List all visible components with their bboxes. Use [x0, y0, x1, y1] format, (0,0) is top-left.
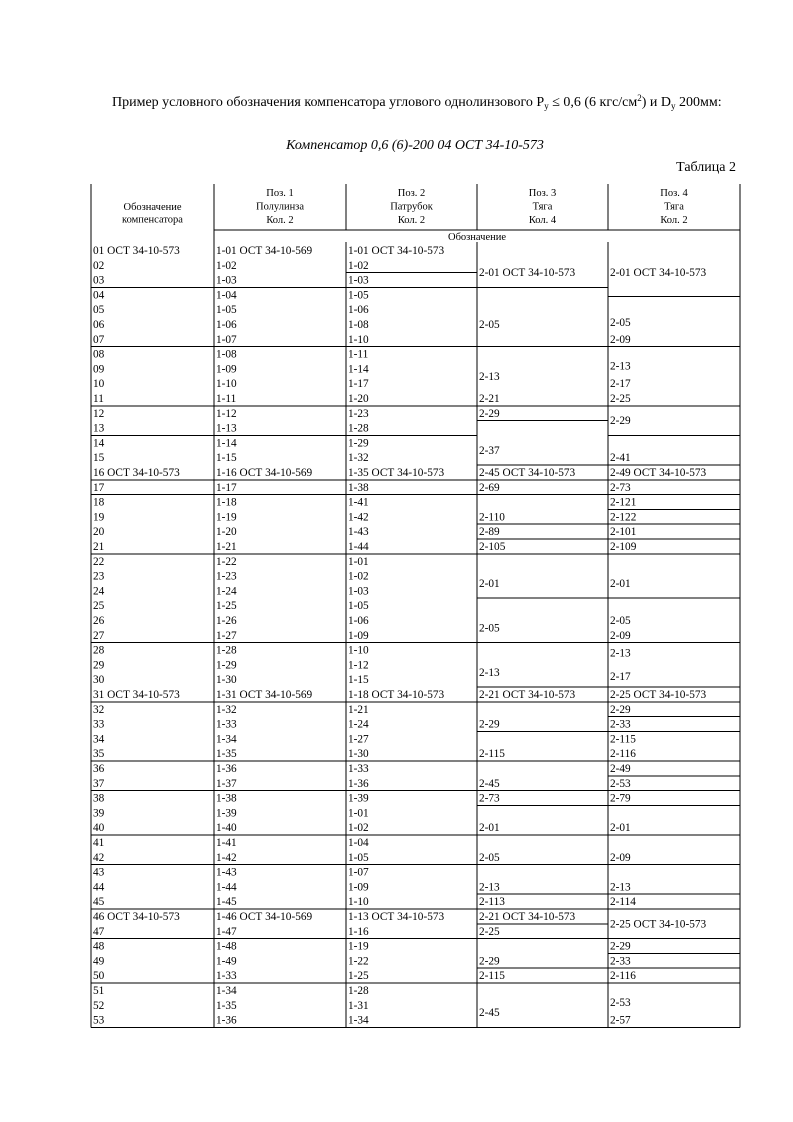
cell-half-lens: 1-17 — [216, 481, 237, 494]
cell-designation: 30 — [93, 674, 105, 687]
cell-pipe: 1-41 — [348, 496, 369, 509]
cell-designation: 13 — [93, 422, 105, 435]
cell-rod-pos4: 2-53 — [610, 996, 631, 1009]
cell-rod-pos4: 2-73 — [610, 481, 631, 494]
cell-half-lens: 1-10 — [216, 378, 237, 391]
header-pos-3: Тяга — [532, 201, 553, 213]
cell-pipe: 1-36 — [348, 777, 369, 790]
header-pos-3: Кол. 4 — [528, 215, 557, 226]
cell-pipe: 1-38 — [348, 481, 369, 494]
cell-rod-pos4: 2-09 — [610, 333, 631, 346]
cell-designation: 51 — [93, 985, 105, 997]
cell-rod-pos4: 2-49 — [610, 763, 631, 775]
header-pos-1: Поз. 1 — [266, 188, 294, 199]
cell-pipe: 1-15 — [348, 674, 369, 687]
cell-designation: 41 — [93, 837, 105, 849]
cell-half-lens: 1-40 — [216, 822, 237, 835]
cell-pipe: 1-01 — [348, 555, 369, 568]
cell-half-lens: 1-23 — [216, 570, 237, 583]
cell-designation: 15 — [93, 452, 105, 465]
cell-half-lens: 1-03 — [216, 274, 237, 287]
cell-designation: 04 — [93, 289, 105, 302]
cell-pipe: 1-10 — [348, 896, 369, 909]
cell-rod-pos4: 2-01 — [610, 822, 631, 835]
cell-rod-pos4: 2-29 — [610, 703, 631, 716]
cell-designation: 50 — [93, 970, 105, 983]
cell-designation: 01 ОСТ 34-10-573 — [93, 245, 180, 257]
cell-pipe: 1-10 — [348, 333, 369, 346]
cell-rod-pos4: 2-53 — [610, 777, 631, 790]
cell-rod-pos4: 2-25 ОСТ 34-10-573 — [610, 918, 707, 931]
cell-rod-pos3: 2-45 — [479, 777, 500, 790]
header-pos-2: Кол. 2 — [397, 215, 426, 226]
designation-example: Компенсатор 0,6 (6)-200 04 ОСТ 34-10-573 — [286, 138, 544, 153]
cell-designation: 03 — [93, 274, 105, 287]
cell-designation: 10 — [93, 378, 105, 391]
cell-rod-pos4: 2-29 — [610, 940, 631, 953]
cell-designation: 11 — [93, 393, 104, 405]
cell-half-lens: 1-33 — [216, 970, 237, 983]
cell-rod-pos4: 2-01 ОСТ 34-10-573 — [610, 267, 707, 280]
cell-pipe: 1-44 — [348, 541, 369, 553]
cell-rod-pos4: 2-13 — [610, 360, 631, 373]
cell-rod-pos3: 2-05 — [479, 622, 500, 635]
header-pos-4: Тяга — [664, 201, 684, 213]
cell-pipe: 1-12 — [348, 659, 369, 672]
cell-pipe: 1-05 — [348, 851, 369, 864]
cell-pipe: 1-19 — [348, 940, 369, 953]
cell-rod-pos3: 2-73 — [479, 792, 500, 805]
cell-designation: 08 — [93, 348, 105, 361]
cell-rod-pos4: 2-57 — [610, 1014, 631, 1027]
cell-designation: 27 — [93, 629, 105, 642]
cell-rod-pos4: 2-29 — [610, 415, 631, 428]
cell-half-lens: 1-16 ОСТ 34-10-569 — [216, 467, 313, 479]
cell-rod-pos3: 2-01 — [479, 822, 500, 835]
cell-rod-pos3: 2-115 — [479, 748, 505, 761]
cell-rod-pos4: 2-116 — [610, 748, 636, 761]
cell-designation: 28 — [93, 644, 105, 657]
intro-text-1: Пример условного обозначения компенсатора углового однолинзового P — [112, 95, 545, 110]
cell-designation: 39 — [93, 807, 105, 820]
cell-half-lens: 1-25 — [216, 600, 237, 613]
cell-designation: 31 ОСТ 34-10-573 — [93, 689, 180, 701]
cell-rod-pos4: 2-13 — [610, 881, 631, 894]
cell-half-lens: 1-30 — [216, 674, 237, 687]
cell-pipe: 1-06 — [348, 615, 369, 627]
cell-pipe: 1-35 ОСТ 34-10-573 — [348, 467, 445, 479]
header-designation: Обозначение — [123, 202, 182, 213]
cell-rod-pos4: 2-01 — [610, 578, 631, 590]
cell-pipe: 1-43 — [348, 526, 369, 539]
cell-designation: 32 — [93, 703, 105, 716]
cell-designation: 17 — [93, 481, 105, 494]
cell-pipe: 1-34 — [348, 1014, 369, 1027]
cell-half-lens: 1-09 — [216, 363, 237, 376]
subheader-designation: Обозначение — [447, 232, 507, 243]
header-designation: компенсатора — [122, 214, 183, 226]
cell-designation: 49 — [93, 955, 105, 968]
cell-pipe: 1-09 — [348, 881, 369, 894]
cell-designation: 29 — [93, 659, 105, 672]
cell-pipe: 1-17 — [348, 378, 369, 391]
cell-half-lens: 1-04 — [216, 289, 237, 302]
cell-half-lens: 1-01 ОСТ 34-10-569 — [216, 245, 313, 257]
cell-half-lens: 1-20 — [216, 526, 237, 539]
cell-rod-pos3: 2-13 — [479, 370, 500, 383]
cell-pipe: 1-02 — [348, 570, 369, 583]
header-pos-4: Поз. 4 — [660, 188, 688, 199]
cell-rod-pos3: 2-115 — [479, 970, 505, 983]
cell-rod-pos4: 2-115 — [610, 733, 636, 746]
cell-pipe: 1-01 ОСТ 34-10-573 — [348, 245, 445, 257]
cell-pipe: 1-16 — [348, 925, 369, 938]
cell-half-lens: 1-35 — [216, 999, 237, 1012]
cell-rod-pos3: 2-69 — [479, 481, 500, 494]
cell-designation: 07 — [93, 333, 105, 346]
cell-rod-pos3: 2-05 — [479, 319, 500, 331]
cell-pipe: 1-42 — [348, 511, 369, 524]
cell-half-lens: 1-37 — [216, 777, 237, 790]
intro-text-4: 200мм: — [675, 95, 722, 110]
cell-half-lens: 1-35 — [216, 748, 237, 761]
intro-text-3: ) и D — [641, 95, 672, 110]
cell-half-lens: 1-42 — [216, 851, 237, 864]
cell-pipe: 1-10 — [348, 644, 369, 657]
cell-designation: 20 — [93, 526, 105, 539]
cell-pipe: 1-14 — [348, 363, 369, 376]
cell-designation: 37 — [93, 777, 105, 790]
cell-half-lens: 1-36 — [216, 1014, 237, 1027]
cell-designation: 23 — [93, 570, 105, 583]
cell-half-lens: 1-41 — [216, 837, 237, 849]
cell-half-lens: 1-31 ОСТ 34-10-569 — [216, 689, 313, 701]
cell-designation: 18 — [93, 496, 105, 509]
cell-half-lens: 1-11 — [216, 393, 237, 405]
cell-rod-pos4: 2-05 — [610, 316, 631, 329]
cell-half-lens: 1-13 — [216, 422, 237, 435]
cell-pipe: 1-02 — [348, 259, 369, 272]
cell-half-lens: 1-08 — [216, 348, 237, 361]
cell-pipe: 1-13 ОСТ 34-10-573 — [348, 911, 445, 923]
cell-pipe: 1-30 — [348, 748, 369, 761]
cell-half-lens: 1-39 — [216, 807, 237, 820]
cell-designation: 33 — [93, 718, 105, 731]
cell-pipe: 1-08 — [348, 319, 369, 331]
cell-pipe: 1-07 — [348, 866, 369, 879]
cell-rod-pos4: 2-25 — [610, 393, 631, 405]
cell-designation: 43 — [93, 866, 105, 879]
header-pos-2: Поз. 2 — [397, 188, 426, 199]
cell-designation: 46 ОСТ 34-10-573 — [93, 911, 180, 923]
cell-rod-pos3: 2-29 — [479, 718, 500, 731]
cell-designation: 34 — [93, 733, 105, 746]
cell-half-lens: 1-38 — [216, 792, 237, 805]
cell-designation: 47 — [93, 925, 105, 938]
cell-designation: 06 — [93, 319, 105, 331]
cell-rod-pos4: 2-101 — [610, 526, 637, 539]
cell-designation: 48 — [93, 940, 105, 953]
cell-half-lens: 1-06 — [216, 319, 237, 331]
cell-half-lens: 1-26 — [216, 615, 237, 627]
cell-designation: 19 — [93, 511, 105, 524]
cell-rod-pos4: 2-41 — [610, 452, 631, 465]
cell-half-lens: 1-29 — [216, 659, 237, 672]
cell-rod-pos3: 2-25 — [479, 925, 500, 938]
cell-designation: 45 — [93, 896, 105, 909]
cell-pipe: 1-09 — [348, 629, 369, 642]
cell-rod-pos4: 2-17 — [610, 671, 631, 684]
header-pos-1: Полулинза — [255, 201, 305, 213]
cell-rod-pos4: 2-116 — [610, 970, 636, 983]
cell-rod-pos4: 2-109 — [610, 541, 637, 553]
cell-pipe: 1-20 — [348, 393, 369, 405]
cell-pipe: 1-25 — [348, 970, 369, 983]
cell-rod-pos3: 2-05 — [479, 851, 500, 864]
cell-designation: 12 — [93, 407, 105, 420]
cell-half-lens: 1-15 — [216, 452, 237, 465]
d-subscript: y — [671, 101, 676, 111]
cell-half-lens: 1-48 — [216, 940, 237, 953]
cell-rod-pos3: 2-21 ОСТ 34-10-573 — [479, 911, 576, 923]
cell-half-lens: 1-46 ОСТ 34-10-569 — [216, 911, 313, 923]
cell-half-lens: 1-12 — [216, 407, 237, 420]
cell-designation: 05 — [93, 304, 105, 317]
cell-half-lens: 1-34 — [216, 985, 237, 997]
cell-half-lens: 1-28 — [216, 644, 237, 657]
cell-half-lens: 1-24 — [216, 585, 237, 598]
cell-rod-pos4: 2-114 — [610, 896, 636, 909]
cell-half-lens: 1-43 — [216, 866, 237, 879]
cell-rod-pos3: 2-37 — [479, 444, 500, 457]
cell-pipe: 1-29 — [348, 437, 369, 450]
cell-pipe: 1-32 — [348, 452, 369, 465]
cell-pipe: 1-33 — [348, 763, 369, 775]
header-pos-2: Патрубок — [390, 201, 433, 213]
cell-half-lens: 1-36 — [216, 763, 237, 775]
cell-designation: 22 — [93, 555, 105, 568]
cell-rod-pos4: 2-09 — [610, 629, 631, 642]
cell-pipe: 1-04 — [348, 837, 369, 849]
p-subscript: y — [544, 101, 549, 111]
cell-rod-pos3: 2-01 ОСТ 34-10-573 — [479, 267, 576, 280]
unit-superscript: 2 — [637, 93, 642, 103]
cell-rod-pos4: 2-79 — [610, 792, 631, 805]
cell-pipe: 1-24 — [348, 718, 369, 731]
cell-designation: 40 — [93, 822, 105, 835]
cell-pipe: 1-03 — [348, 585, 369, 598]
cell-rod-pos4: 2-121 — [610, 496, 637, 509]
cell-designation: 38 — [93, 792, 105, 805]
cell-rod-pos3: 2-110 — [479, 511, 505, 524]
cell-pipe: 1-28 — [348, 985, 369, 997]
header-pos-3: Поз. 3 — [528, 188, 557, 199]
cell-half-lens: 1-27 — [216, 629, 237, 642]
cell-half-lens: 1-21 — [216, 541, 237, 553]
cell-half-lens: 1-44 — [216, 881, 237, 894]
cell-pipe: 1-01 — [348, 807, 369, 820]
table-label: Таблица 2 — [676, 160, 736, 175]
cell-rod-pos3: 2-105 — [479, 541, 506, 553]
cell-pipe: 1-28 — [348, 422, 369, 435]
cell-rod-pos4: 2-17 — [610, 378, 631, 391]
cell-pipe: 1-22 — [348, 955, 369, 968]
cell-rod-pos4: 2-33 — [610, 718, 631, 731]
cell-rod-pos3: 2-113 — [479, 896, 505, 909]
cell-rod-pos3: 2-13 — [479, 666, 500, 679]
cell-pipe: 1-03 — [348, 274, 369, 287]
cell-half-lens: 1-18 — [216, 496, 237, 509]
cell-half-lens: 1-45 — [216, 896, 237, 909]
cell-half-lens: 1-07 — [216, 333, 237, 346]
cell-rod-pos4: 2-13 — [610, 647, 631, 660]
header-pos-4: Кол. 2 — [660, 215, 688, 226]
cell-pipe: 1-05 — [348, 600, 369, 613]
cell-designation: 24 — [93, 585, 105, 598]
cell-half-lens: 1-32 — [216, 703, 237, 716]
cell-pipe: 1-11 — [348, 348, 369, 361]
cell-rod-pos3: 2-45 ОСТ 34-10-573 — [479, 467, 576, 479]
cell-half-lens: 1-05 — [216, 304, 237, 317]
header-pos-1: Кол. 2 — [266, 215, 294, 226]
cell-pipe: 1-06 — [348, 304, 369, 317]
cell-pipe: 1-05 — [348, 289, 369, 302]
cell-designation: 26 — [93, 615, 105, 627]
cell-rod-pos3: 2-29 — [479, 407, 500, 420]
cell-rod-pos4: 2-09 — [610, 851, 631, 864]
cell-rod-pos3: 2-29 — [479, 955, 500, 968]
cell-rod-pos3: 2-21 — [479, 393, 500, 405]
cell-rod-pos3: 2-45 — [479, 1007, 500, 1020]
cell-half-lens: 1-22 — [216, 555, 237, 568]
cell-rod-pos3: 2-21 ОСТ 34-10-573 — [479, 689, 576, 701]
cell-pipe: 1-21 — [348, 703, 369, 716]
cell-pipe: 1-23 — [348, 407, 369, 420]
cell-designation: 21 — [93, 541, 105, 553]
cell-rod-pos4: 2-25 ОСТ 34-10-573 — [610, 689, 707, 701]
cell-designation: 44 — [93, 881, 105, 894]
cell-designation: 42 — [93, 851, 105, 864]
cell-designation: 35 — [93, 748, 105, 761]
cell-pipe: 1-02 — [348, 822, 369, 835]
cell-designation: 02 — [93, 259, 105, 272]
cell-half-lens: 1-14 — [216, 437, 237, 450]
cell-designation: 36 — [93, 763, 105, 775]
intro-text-2: ≤ 0,6 (6 кгс/см — [548, 95, 638, 110]
cell-designation: 09 — [93, 363, 105, 376]
cell-rod-pos3: 2-01 — [479, 578, 500, 590]
cell-pipe: 1-18 ОСТ 34-10-573 — [348, 689, 445, 701]
cell-designation: 25 — [93, 600, 105, 613]
cell-rod-pos4: 2-49 ОСТ 34-10-573 — [610, 467, 707, 479]
cell-rod-pos3: 2-13 — [479, 881, 500, 894]
cell-half-lens: 1-02 — [216, 259, 237, 272]
cell-half-lens: 1-19 — [216, 511, 237, 524]
cell-rod-pos4: 2-122 — [610, 511, 637, 524]
cell-designation: 53 — [93, 1014, 105, 1027]
cell-designation: 14 — [93, 437, 105, 450]
cell-designation: 16 ОСТ 34-10-573 — [93, 467, 180, 479]
cell-half-lens: 1-47 — [216, 925, 237, 938]
cell-rod-pos4: 2-05 — [610, 615, 631, 627]
cell-half-lens: 1-33 — [216, 718, 237, 731]
cell-designation: 52 — [93, 999, 105, 1012]
cell-pipe: 1-31 — [348, 999, 369, 1012]
cell-rod-pos4: 2-33 — [610, 955, 631, 968]
cell-pipe: 1-27 — [348, 733, 369, 746]
cell-pipe: 1-39 — [348, 792, 369, 805]
cell-half-lens: 1-49 — [216, 955, 237, 968]
cell-half-lens: 1-34 — [216, 733, 237, 746]
cell-rod-pos3: 2-89 — [479, 526, 500, 539]
